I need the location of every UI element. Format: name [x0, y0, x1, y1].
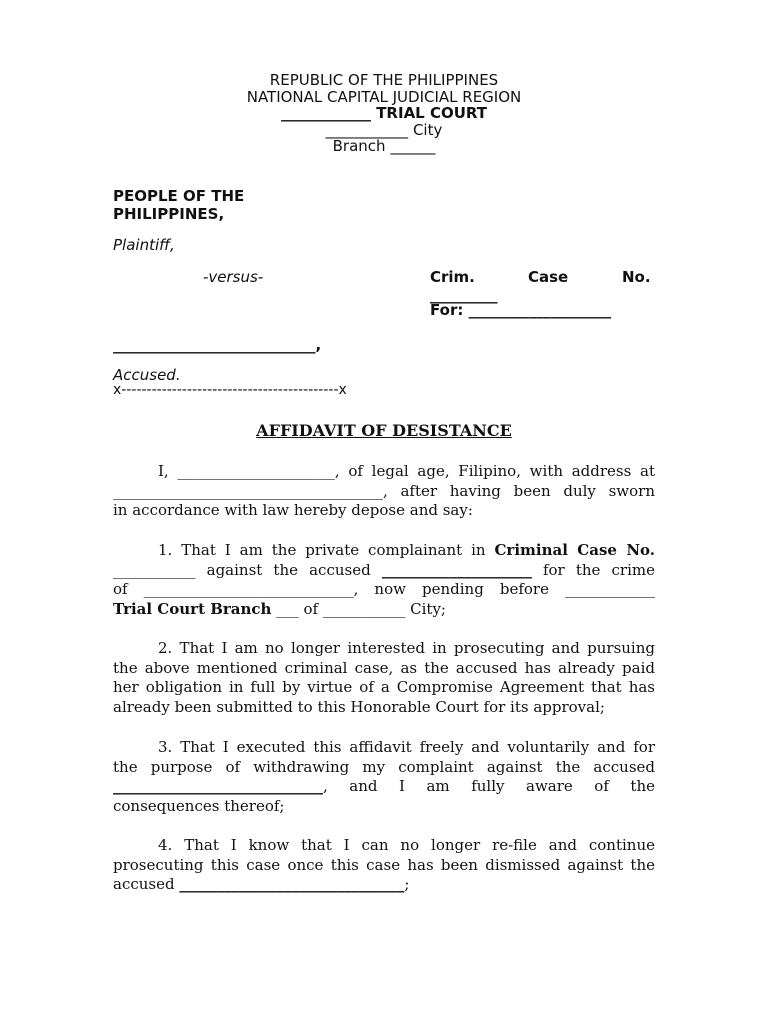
header-region: NATIONAL CAPITAL JUDICIAL REGION	[246, 87, 522, 106]
p3-line3: ____________________________, and I am fully aware of the	[113, 777, 655, 795]
p2-line4: already been submitted to this Honorable Court for its approval;	[113, 697, 605, 716]
branch-label: Branch	[332, 137, 386, 155]
plaintiff-role: Plaintiff,	[113, 236, 175, 254]
p4-line1: 4. That I know that I can no longer re-file and continue	[158, 836, 655, 854]
criminal-case-no-label: Criminal Case No.	[494, 541, 656, 559]
header-trial-court	[0, 105, 768, 122]
accused-name-blank-p1[interactable]: ____________________	[381, 560, 532, 579]
branch-blank[interactable]: ______	[390, 137, 436, 155]
p3-line4: consequences thereof;	[113, 796, 285, 815]
paragraph-1	[113, 541, 655, 619]
header-city	[0, 122, 768, 139]
accused-name-blank[interactable]: ___________________________,	[113, 336, 322, 354]
p2-line2: the above mentioned criminal case, as the accused has already paid	[113, 658, 655, 677]
case-number-blank[interactable]: _________	[430, 286, 498, 304]
p4-line2: prosecuting this case once this case has been dismissed against the	[113, 855, 655, 874]
intro-line1: I, _____________________, of legal age, Filipino, with address at	[158, 462, 655, 480]
trial-court-branch-label: Trial Court Branch	[113, 599, 272, 618]
intro-paragraph	[113, 462, 655, 521]
intro-line3: in accordance with law hereby depose and say:	[113, 501, 473, 519]
city-label: City	[412, 120, 443, 139]
header-republic: REPUBLIC OF THE PHILIPPINES	[269, 71, 499, 89]
p3-line1: 3. That I executed this affidavit freely and voluntarily and for	[158, 738, 655, 756]
for-blank[interactable]: ___________________	[468, 301, 612, 319]
trial-court-blank[interactable]: ____________	[280, 104, 377, 122]
no-label: No.	[622, 268, 651, 286]
paragraph-4	[113, 836, 655, 895]
plaintiff-name-line1: PEOPLE OF THE	[113, 187, 245, 205]
document-title: AFFIDAVIT OF DESISTANCE	[256, 421, 512, 440]
p1-line1: 1. That I am the private complainant in Criminal Case No.	[158, 541, 656, 559]
accused-role: Accused.	[113, 366, 181, 384]
p2-line3: her obligation in full by virtue of a Compromise Agreement that has	[113, 678, 655, 696]
p2-line1: 2. That I am no longer interested in prosecuting and pursuing	[158, 639, 655, 657]
header-branch	[0, 138, 768, 155]
p1-line2: ___________ against the accused ____________________ for the crime	[113, 560, 655, 579]
paragraph-3	[113, 738, 655, 816]
versus-label: -versus-	[203, 268, 264, 286]
trial-court-label: TRIAL COURT	[376, 104, 488, 122]
caption-divider: x-------------------------------------------x	[113, 382, 347, 398]
crim-label: Crim.	[430, 268, 475, 286]
plaintiff-name-line2: PHILIPPINES,	[113, 205, 225, 223]
p4-line3: accused ______________________________;	[113, 875, 410, 893]
accused-name-blank-p3[interactable]: ____________________________	[113, 777, 323, 795]
for-label: For:	[430, 301, 464, 319]
p3-line2: the purpose of withdrawing my complaint against the accused	[113, 757, 655, 776]
accused-name-blank-p4[interactable]: ______________________________	[179, 875, 405, 893]
paragraph-2	[113, 639, 655, 717]
p1-line4: Trial Court Branch ___ of ___________ City;	[113, 599, 446, 618]
city-blank[interactable]: ___________	[325, 120, 409, 139]
for-line	[430, 301, 611, 319]
p1-line3: of ____________________________, now pending before ____________	[113, 580, 655, 598]
case-label: Case	[528, 268, 569, 286]
court-header	[0, 72, 768, 155]
intro-line2: ____________________________________, after having been duly sworn	[113, 481, 655, 500]
